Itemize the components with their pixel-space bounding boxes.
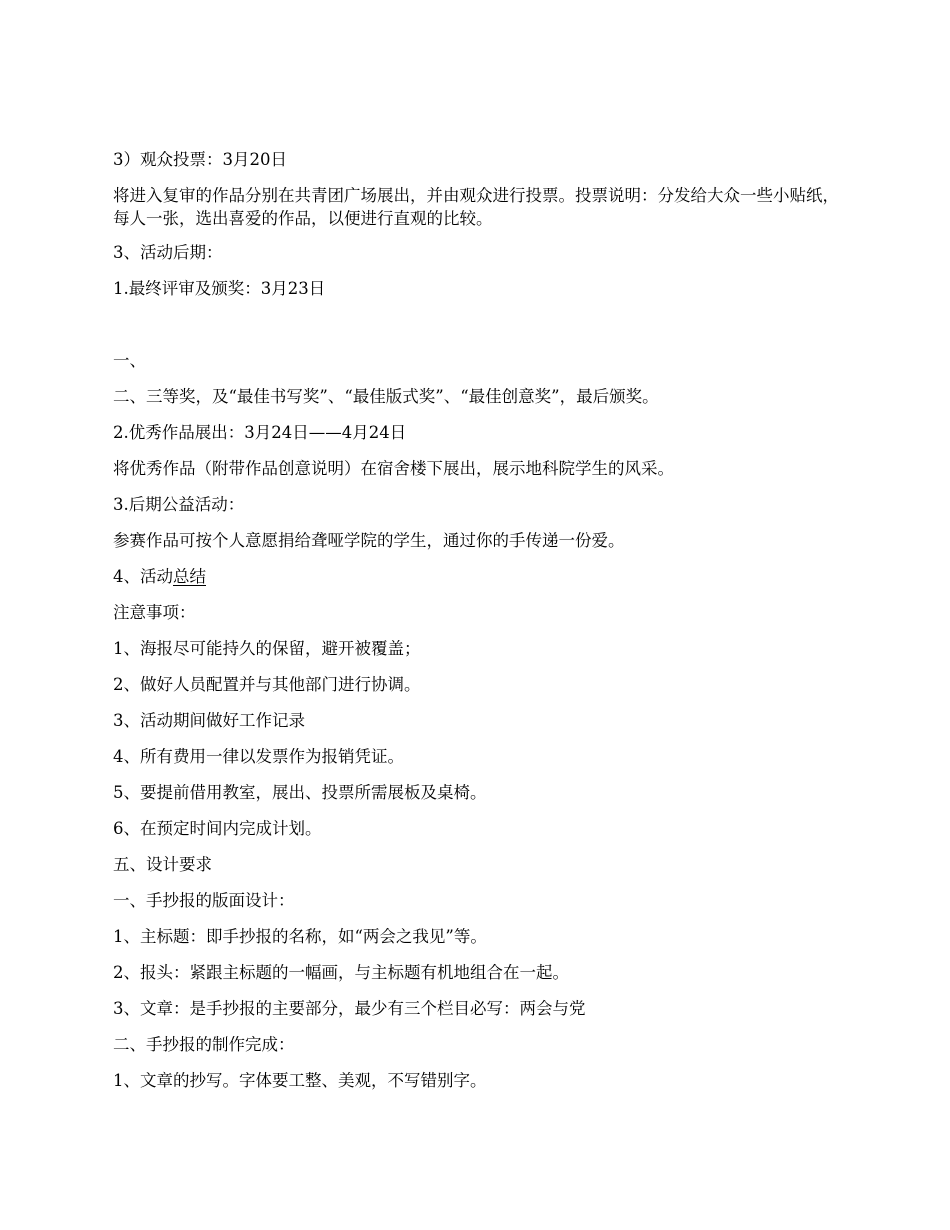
text-line-note-3: 3、活动期间做好工作记录 <box>113 711 305 730</box>
text-line-heading-one: 一、 <box>113 351 146 370</box>
text-line-layout-design: 一、手抄报的版面设计： <box>113 891 295 910</box>
text-line-note-5: 5、要提前借用教室，展出、投票所需展板及桌椅。 <box>113 783 487 802</box>
text-line-copying: 1、文章的抄写。字体要工整、美观，不写错别字。 <box>113 1071 487 1090</box>
text-line-design-requirements: 五、设计要求 <box>113 855 212 874</box>
text-line-note-6: 6、在预定时间内完成计划。 <box>113 819 322 838</box>
text-line-masthead: 2、报头：紧跟主标题的一幅画，与主标题有机地组合在一起。 <box>113 963 569 982</box>
text-line-charity: 3.后期公益活动： <box>113 495 245 514</box>
summary-prefix: 4、活动 <box>113 567 173 586</box>
text-line-note-1: 1、海报尽可能持久的保留，避开被覆盖； <box>113 639 421 658</box>
text-line-final-review: 1.最终评审及颁奖：3月23日 <box>113 279 326 298</box>
text-line-exhibition-desc: 将优秀作品（附带作品创意说明）在宿舍楼下展出，展示地科院学生的风采。 <box>113 459 674 478</box>
text-line-exhibition: 2.优秀作品展出：3月24日——4月24日 <box>113 423 407 442</box>
text-line-voting: 3）观众投票：3月20日 <box>113 150 287 169</box>
summary-link-text: 总结 <box>173 567 206 586</box>
text-line-main-title: 1、主标题：即手抄报的名称，如“两会之我见”等。 <box>113 927 487 946</box>
text-line-production: 二、手抄报的制作完成： <box>113 1035 295 1054</box>
text-line-notes-heading: 注意事项： <box>113 603 196 622</box>
text-line-summary <box>113 567 853 587</box>
text-line-later-stage: 3、活动后期： <box>113 243 223 262</box>
text-line-note-4: 4、所有费用一律以发票作为报销凭证。 <box>113 747 404 766</box>
text-line-articles: 3、文章：是手抄报的主要部分，最少有三个栏目必写：两会与党 <box>113 999 586 1018</box>
text-line-charity-desc: 参赛作品可按个人意愿捐给聋哑学院的学生，通过你的手传递一份爱。 <box>113 531 625 550</box>
text-line-awards: 二、三等奖，及“最佳书写奖”、“最佳版式奖”、“最佳创意奖”，最后颁奖。 <box>113 387 659 406</box>
text-line-note-2: 2、做好人员配置并与其他部门进行协调。 <box>113 675 421 694</box>
text-paragraph-voting-desc: 将进入复审的作品分别在共青团广场展出，并由观众进行投票。投票说明：分发给大众一些小贴纸，每人一张，选出喜爱的作品，以便进行直观的比较。 <box>113 186 839 228</box>
